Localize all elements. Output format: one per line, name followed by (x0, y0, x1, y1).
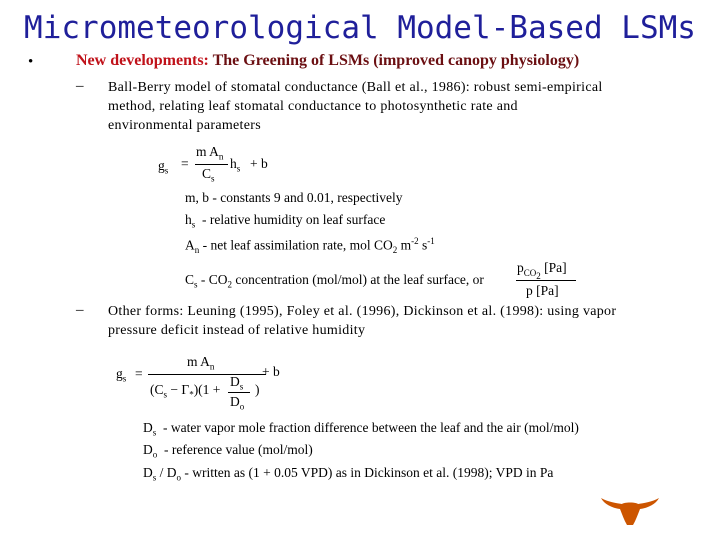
def-an: $A_n$ - net leaf assimilation rate, mol $CO_2$ $m^{-2}$ $s^{-1}$ (185, 236, 435, 256)
def-cs: $C_s - CO_2$ concentration (mol/mol) at the leaf surface, or (185, 272, 484, 290)
eq2-equals: = (135, 366, 143, 381)
sub-point-2-line-1: Other forms: Leuning (1995), Foley et al. (1996), Dickinson et al. (1998): using vapor (108, 304, 617, 319)
def-p-denominator: p [Pa] (526, 283, 559, 298)
eq1-hs: $h_s$ (230, 156, 241, 174)
eq1-numerator: m $A_n$ (196, 144, 224, 162)
main-point-text: The Greening of LSMs (improved canopy physiology) (208, 52, 580, 69)
longhorn-logo-icon (600, 494, 660, 528)
eq2-close-paren: ) (255, 382, 260, 397)
dash-marker-2: – (76, 302, 84, 318)
dash-marker-1: – (76, 78, 84, 94)
def-ratio: $D_s / D_o$ - written as (1 + 0.05 VPD) as in Dickinson et al. (1998); VPD in Pa (143, 465, 554, 483)
sub-point-1 (108, 78, 698, 135)
eq2-numerator: m $A_n$ (187, 354, 215, 372)
eq2-fraction-bar (148, 374, 266, 375)
def-do: $D_o$ - reference value (mol/mol) (143, 442, 313, 460)
eq1-equals: = (181, 156, 189, 171)
sub-point-1-line-2: method, relating leaf stomatal conductance to photosynthetic rate and (108, 99, 518, 114)
eq1-denominator: $C_s$ (202, 166, 215, 184)
main-point (76, 52, 706, 70)
sub-point-1-line-3: environmental parameters (108, 118, 261, 133)
sub-point-2 (108, 302, 698, 340)
eq1-gs: $g_s$ (158, 158, 169, 176)
eq2-inner-fraction-bar (228, 392, 250, 393)
bullet-marker: • (28, 54, 34, 70)
eq2-ds: $D_s$ (230, 374, 244, 392)
eq1-plus-b: + b (250, 156, 268, 171)
eq2-gs: $g_s$ (116, 366, 127, 384)
eq2-plus-b: + b (262, 364, 280, 379)
sub-point-1-line-1: Ball-Berry model of stomatal conductance (Ball et al., 1986): robust semi-empirical (108, 80, 603, 95)
eq1-fraction-bar (195, 164, 228, 165)
def-hs: $h_s$ - relative humidity on leaf surface (185, 212, 386, 230)
def-mb: m, b - constants 9 and 0.01, respectively (185, 190, 403, 205)
main-point-prefix: New developments: (76, 52, 209, 69)
eq2-denominator-left: $(C_s - \Gamma_*)(1$ + (150, 382, 221, 400)
def-pco2-fraction-bar (516, 280, 576, 281)
eq2-do: $D_o$ (230, 394, 245, 412)
def-pco2: $p_{CO_2}$ [Pa] (517, 260, 567, 281)
sub-point-2-line-2: pressure deficit instead of relative humidity (108, 323, 366, 338)
def-ds: $D_s$ - water vapor mole fraction difference between the leaf and the air (mol/mol) (143, 420, 579, 438)
slide-title: Micrometeorological Model-Based LSMs (24, 10, 696, 46)
